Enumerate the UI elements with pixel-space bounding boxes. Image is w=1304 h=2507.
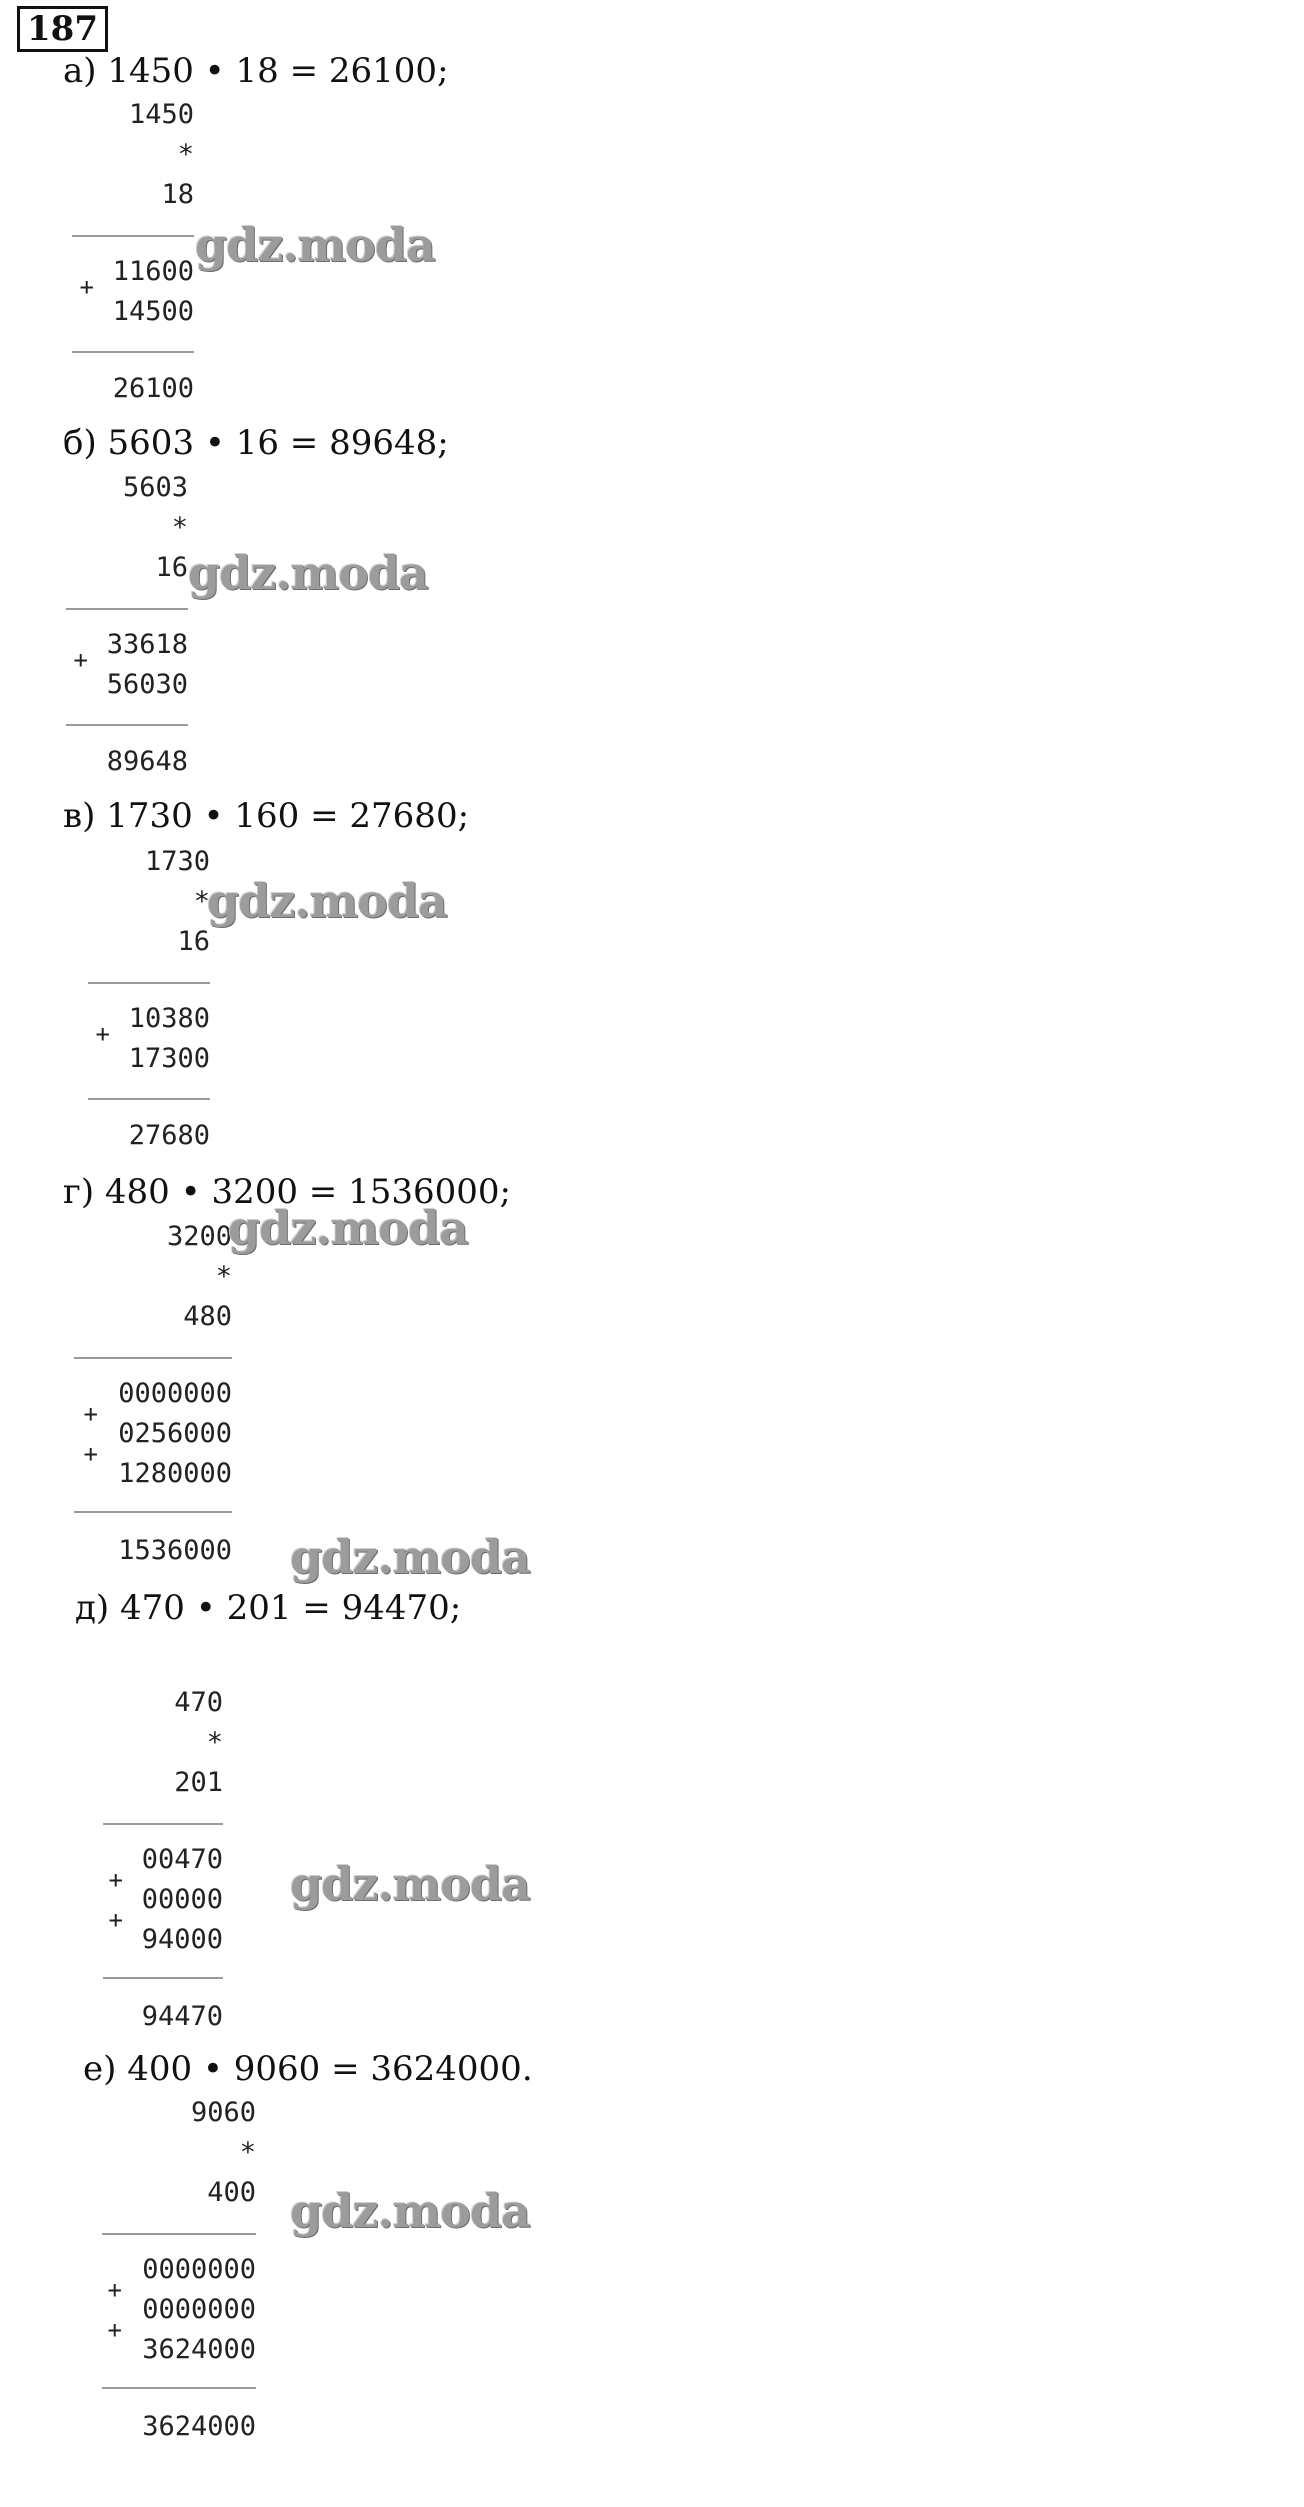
problem-b-heading: б) 5603 • 16 = 89648; bbox=[63, 423, 449, 463]
multiplicand: 5603 bbox=[122, 472, 188, 503]
watermark: gdz.moda bbox=[228, 1201, 468, 1255]
divider-line bbox=[103, 1977, 223, 1979]
partial-product: 33618 bbox=[106, 629, 188, 660]
divider-line bbox=[74, 1511, 232, 1513]
partial-product: 11600 bbox=[112, 256, 194, 287]
plus-sign: + bbox=[79, 273, 94, 301]
multiplicand: 3200 bbox=[166, 1221, 232, 1252]
problem-c-heading: в) 1730 • 160 = 27680; bbox=[63, 796, 470, 836]
divider-line bbox=[88, 1098, 210, 1100]
partial-product: 10380 bbox=[128, 1003, 210, 1034]
result: 27680 bbox=[128, 1120, 210, 1151]
partial-product: 1280000 bbox=[118, 1458, 232, 1489]
divider-line bbox=[66, 608, 188, 610]
partial-product: 0000000 bbox=[142, 2294, 256, 2325]
partial-product: 94000 bbox=[141, 1924, 223, 1955]
result: 94470 bbox=[141, 2001, 223, 2032]
multiplier: 16 bbox=[177, 926, 210, 957]
multiply-operator: * bbox=[177, 139, 194, 170]
result: 1536000 bbox=[118, 1535, 232, 1566]
plus-sign: + bbox=[108, 1906, 123, 1934]
multiply-operator: * bbox=[171, 512, 188, 543]
divider-line bbox=[102, 2387, 256, 2389]
multiplicand: 1450 bbox=[128, 99, 194, 130]
multiplicand: 470 bbox=[174, 1687, 223, 1718]
partial-product: 0256000 bbox=[118, 1418, 232, 1449]
partial-product: 0000000 bbox=[142, 2254, 256, 2285]
divider-line bbox=[103, 1823, 223, 1825]
plus-sign: + bbox=[83, 1400, 98, 1428]
problem-a-heading: а) 1450 • 18 = 26100; bbox=[63, 51, 449, 91]
divider-line bbox=[74, 1357, 232, 1359]
problem-f-heading: е) 400 • 9060 = 3624000. bbox=[83, 2049, 533, 2089]
partial-product: 0000000 bbox=[118, 1378, 232, 1409]
watermark: gdz.moda bbox=[195, 218, 435, 272]
partial-product: 14500 bbox=[112, 296, 194, 327]
partial-product: 17300 bbox=[128, 1043, 210, 1074]
watermark: gdz.moda bbox=[188, 546, 428, 600]
multiplier: 480 bbox=[183, 1301, 232, 1332]
result: 26100 bbox=[112, 373, 194, 404]
divider-line bbox=[72, 235, 194, 237]
divider-line bbox=[88, 982, 210, 984]
divider-line bbox=[72, 351, 194, 353]
problem-d-heading: г) 480 • 3200 = 1536000; bbox=[63, 1172, 511, 1212]
watermark: gdz.moda bbox=[207, 874, 447, 928]
multiplier: 201 bbox=[174, 1767, 223, 1798]
multiplier: 400 bbox=[207, 2177, 256, 2208]
multiply-operator: * bbox=[193, 886, 210, 917]
result: 89648 bbox=[106, 746, 188, 777]
divider-line bbox=[102, 2233, 256, 2235]
multiply-operator: * bbox=[215, 1261, 232, 1292]
plus-sign: + bbox=[73, 646, 88, 674]
multiply-operator: * bbox=[239, 2137, 256, 2168]
watermark: gdz.moda bbox=[290, 1857, 530, 1911]
multiplier: 16 bbox=[155, 552, 188, 583]
partial-product: 00000 bbox=[141, 1884, 223, 1915]
multiplicand: 9060 bbox=[190, 2097, 256, 2128]
plus-sign: + bbox=[95, 1020, 110, 1048]
divider-line bbox=[66, 724, 188, 726]
plus-sign: + bbox=[108, 1866, 123, 1894]
plus-sign: + bbox=[83, 1440, 98, 1468]
partial-product: 00470 bbox=[141, 1844, 223, 1875]
multiply-operator: * bbox=[206, 1727, 223, 1758]
watermark: gdz.moda bbox=[290, 1530, 530, 1584]
multiplier: 18 bbox=[161, 179, 194, 210]
plus-sign: + bbox=[107, 2276, 122, 2304]
result: 3624000 bbox=[142, 2411, 256, 2442]
partial-product: 56030 bbox=[106, 669, 188, 700]
watermark: gdz.moda bbox=[290, 2184, 530, 2238]
multiplicand: 1730 bbox=[144, 846, 210, 877]
problem-e-heading: д) 470 • 201 = 94470; bbox=[75, 1588, 462, 1628]
plus-sign: + bbox=[107, 2316, 122, 2344]
partial-product: 3624000 bbox=[142, 2334, 256, 2365]
task-number: 187 bbox=[17, 6, 108, 52]
